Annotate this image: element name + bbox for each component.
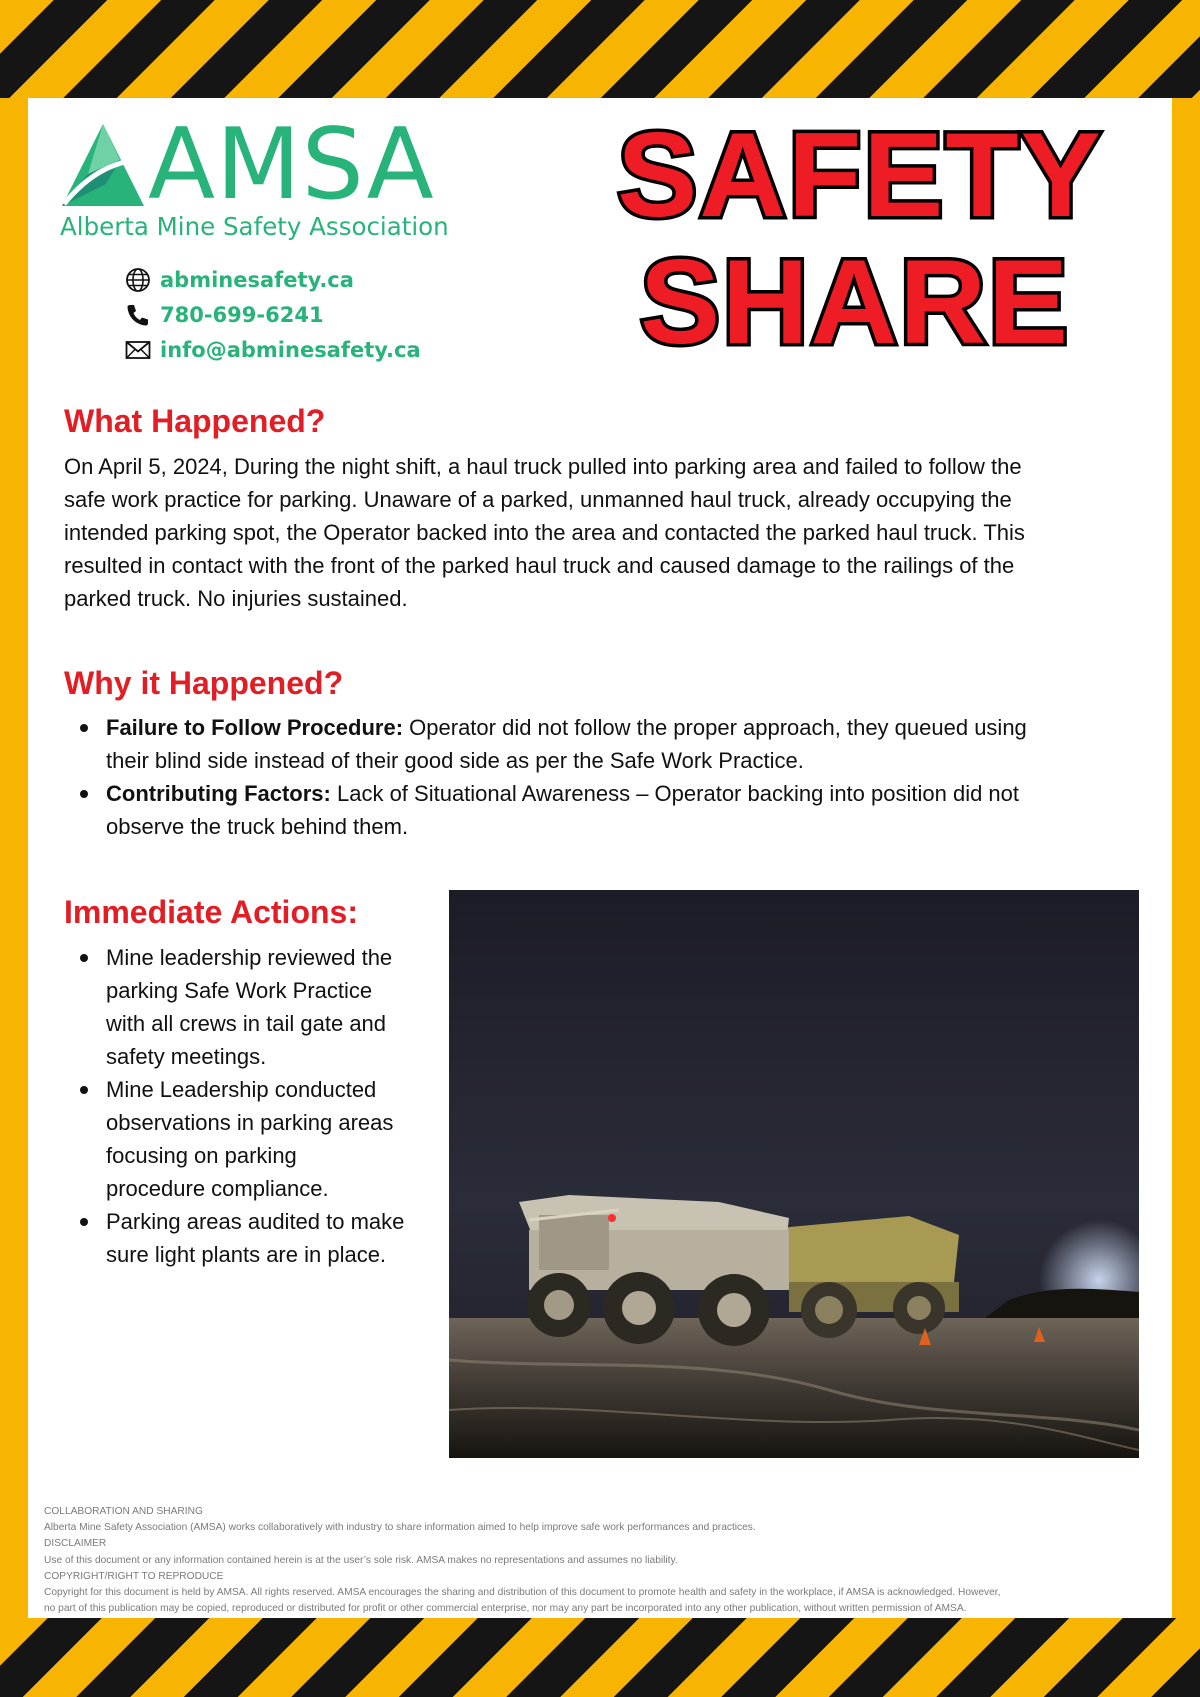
- haul-truck-photo: [449, 890, 1139, 1458]
- list-item: Mine Leadership conducted observations in parking areas focusing on parking procedure compliance.: [64, 1073, 444, 1205]
- footer-heading: COPYRIGHT/RIGHT TO REPRODUCE: [44, 1570, 224, 1582]
- safety-share-title: [580, 108, 1140, 368]
- what-happened-text: [64, 450, 1134, 615]
- what-happened-line: parked truck. No injuries sustained.: [64, 586, 408, 611]
- what-happened-line: resulted in contact with the front of the parked haul truck and caused damage to the railings of the: [64, 553, 1015, 578]
- what-happened-line: safe work practice for parking. Unaware of a parked, unmanned haul truck, already occupying the: [64, 487, 1012, 512]
- website-contact[interactable]: [124, 262, 421, 297]
- hazard-border-right: [1172, 98, 1200, 1618]
- list-item: Parking areas audited to make sure light plants are in place.: [64, 1205, 444, 1271]
- what-happened-line: intended parking spot, the Operator backed into the area and contacted the parked haul truck. This: [64, 520, 1025, 545]
- list-item: Contributing Factors: Lack of Situational Awareness – Operator backing into position did not observe the truck behind them.: [64, 777, 1134, 843]
- website-link[interactable]: abminesafety.ca: [160, 267, 354, 292]
- footer-heading: COLLABORATION AND SHARING: [44, 1506, 203, 1517]
- phone-contact[interactable]: [124, 297, 421, 332]
- email-link[interactable]: info@abminesafety.ca: [160, 337, 421, 362]
- what-happened-heading: What Happened?: [64, 403, 326, 439]
- legal-footer: [44, 1504, 1164, 1617]
- what-happened-line: On April 5, 2024, During the night shift, a haul truck pulled into parking area and failed to follow the: [64, 454, 1022, 479]
- footer-heading: DISCLAIMER: [44, 1538, 107, 1550]
- why-happened-list: [64, 711, 1134, 843]
- immediate-actions-heading: Immediate Actions:: [64, 894, 358, 930]
- phone-number[interactable]: 780-699-6241: [160, 302, 324, 327]
- globe-icon: [124, 266, 152, 294]
- reason-label: Failure to Follow Procedure:: [106, 715, 404, 740]
- title-share: SHARE: [639, 235, 1071, 368]
- hazard-border-left: [0, 98, 28, 1618]
- phone-icon: [124, 301, 152, 329]
- list-item: Failure to Follow Procedure: Operator did not follow the proper approach, they queued using their blind side instead of their good side as per the Safe Work Practice.: [64, 711, 1134, 777]
- logo-wordmark: AMSA: [148, 108, 435, 222]
- title-safety: SAFETY: [617, 108, 1103, 242]
- list-item: Mine leadership reviewed the parking Safe Work Practice with all crews in tail gate and safety meetings.: [64, 941, 444, 1073]
- contact-info: [124, 262, 421, 367]
- footer-text: Alberta Mine Safety Association (AMSA) works collaboratively with industry to share information aimed to help improve safe work performances and practices.: [44, 1522, 756, 1534]
- immediate-actions-list: [64, 941, 444, 1271]
- email-contact[interactable]: [124, 332, 421, 367]
- safety-share-sheet: [28, 98, 1172, 1618]
- envelope-icon: [124, 336, 152, 364]
- footer-text: no part of this publication may be copied, reproduced or distributed for profit or other commercial enterprise, nor may any part be incorporated into any other publication, without written permission of AMSA.: [44, 1603, 967, 1615]
- footer-text: Use of this document or any information contained herein is at the user’s sole risk. AMSA makes no representations and assumes no liability.: [44, 1554, 678, 1566]
- why-happened-heading: Why it Happened?: [64, 665, 344, 701]
- amsa-logo: [60, 108, 490, 241]
- logo-tagline: Alberta Mine Safety Association: [60, 212, 449, 241]
- amsa-triangle-icon: [60, 122, 146, 208]
- reason-label: Contributing Factors:: [106, 781, 331, 806]
- footer-text: Copyright for this document is held by AMSA. All rights reserved. AMSA encourages the sharing and distribution of this document to promote health and safety in the workplace, if AMSA is acknowledged. However,: [44, 1587, 1001, 1599]
